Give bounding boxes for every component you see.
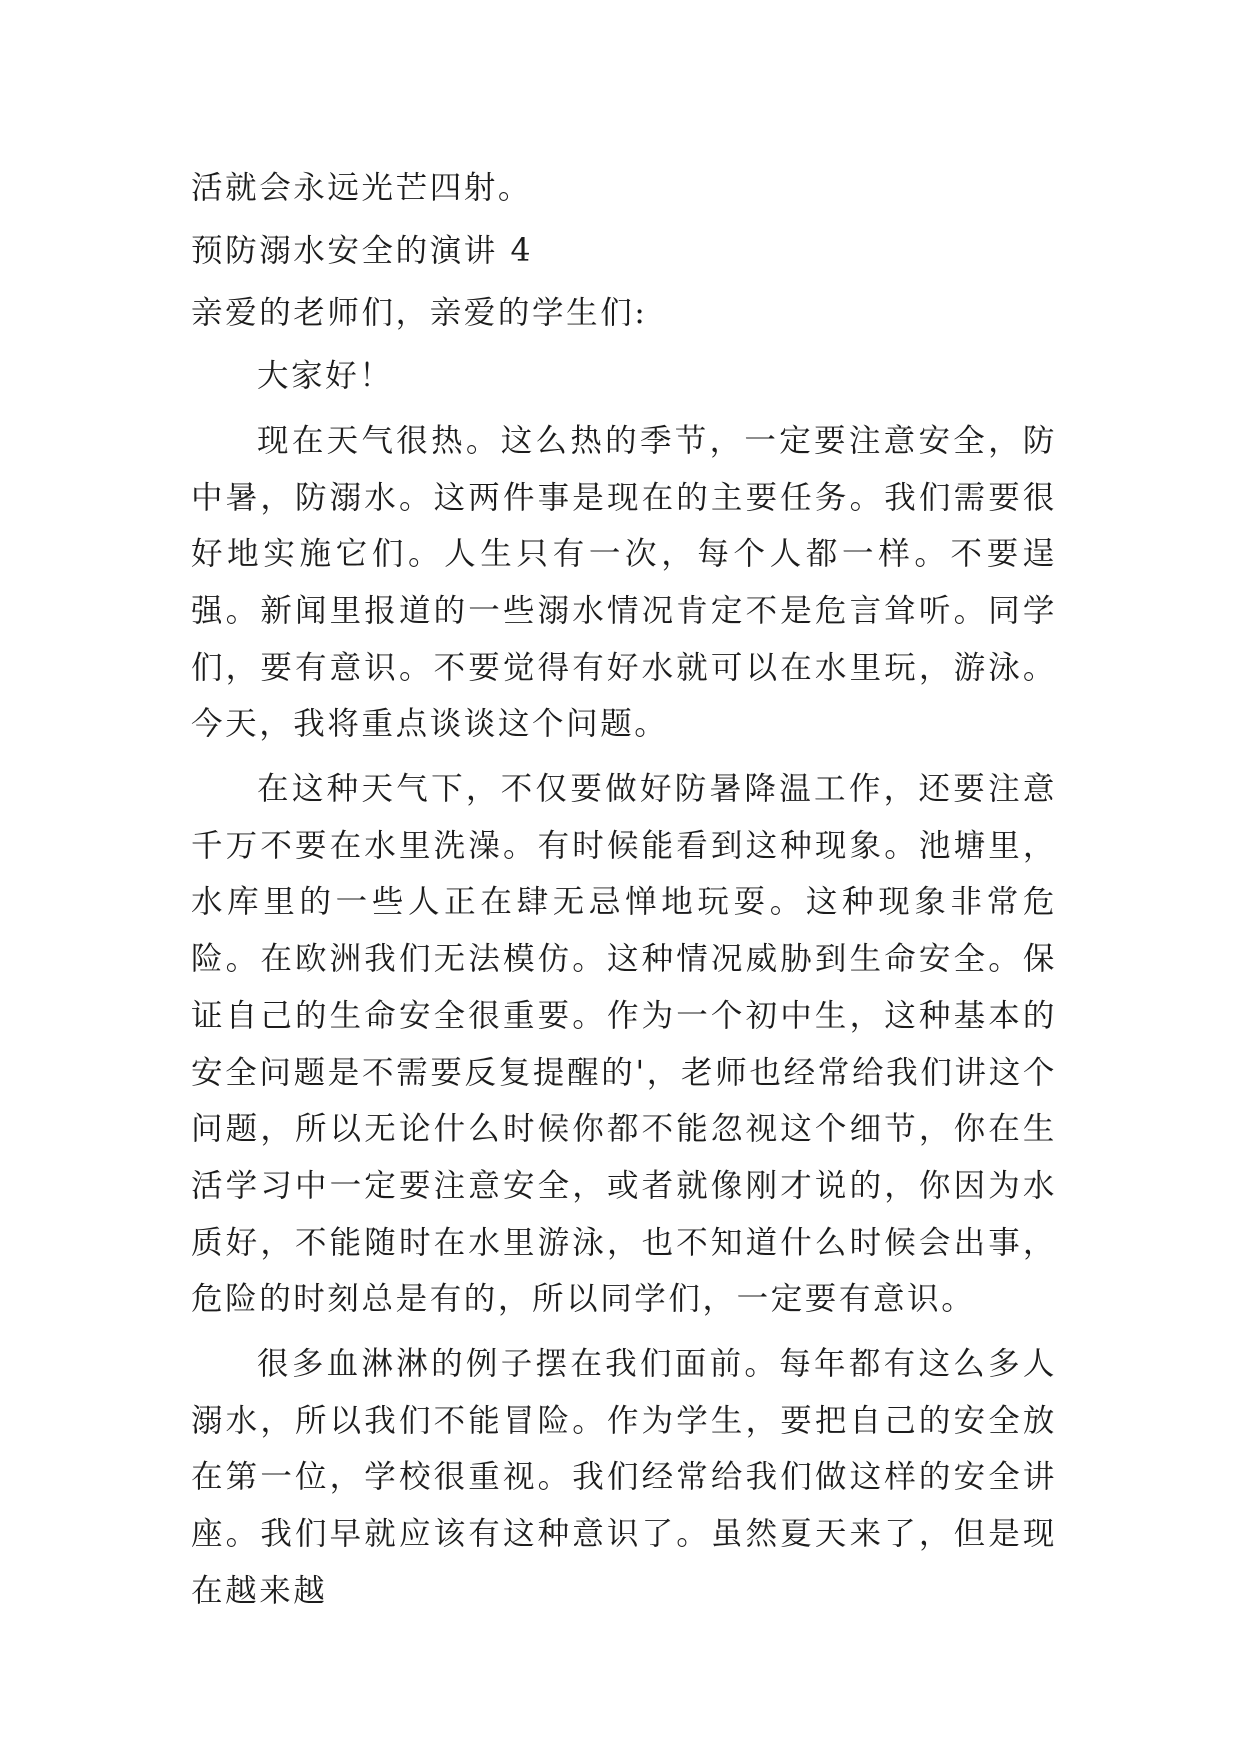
paragraph-3: 很多血淋淋的例子摆在我们面前。每年都有这么多人溺水，所以我们不能冒险。作为学生，要把自己的安全放在第一位，学校很重视。我们经常给我们做这样的安全讲座。我们早就应该有这种意识了。虽然夏天来了，但是现在越来越	[191, 1346, 1057, 1609]
salutation: 亲爱的老师们，亲爱的学生们:	[191, 295, 648, 332]
paragraph-1: 现在天气很热。这么热的季节，一定要注意安全，防中暑，防溺水。这两件事是现在的主要任务。我们需要很好地实施它们。人生只有一次，每个人都一样。不要逞强。新闻里报道的一些溺水情况肯定不是危言耸听。同学们，要有意识。不要觉得有好水就可以在水里玩，游泳。今天，我将重点谈谈这个问题。	[191, 422, 1057, 743]
continuation-line: 活就会永远光芒四射。	[191, 170, 533, 206]
speech-heading: 预防溺水安全的演讲 4	[191, 232, 534, 269]
document-body	[191, 160, 1057, 1620]
greeting: 大家好！	[257, 358, 394, 395]
paragraph-2: 在这种天气下，不仅要做好防暑降温工作，还要注意千万不要在水里洗澡。有时候能看到这种现象。池塘里，水库里的一些人正在肆无忌惮地玩耍。这种现象非常危险。在欧洲我们无法模仿。这种情况威胁到生命安全。保证自己的生命安全很重要。作为一个初中生，这种基本的安全问题是不需要反复提醒的'，老师也经常给我们讲这个问题，所以无论什么时候你都不能忽视这个细节，你在生活学习中一定要注意安全，或者就像刚才说的，你因为水质好，不能随时在水里游泳，也不知道什么时候会出事，危险的时刻总是有的，所以同学们，一定要有意识。	[191, 771, 1057, 1318]
